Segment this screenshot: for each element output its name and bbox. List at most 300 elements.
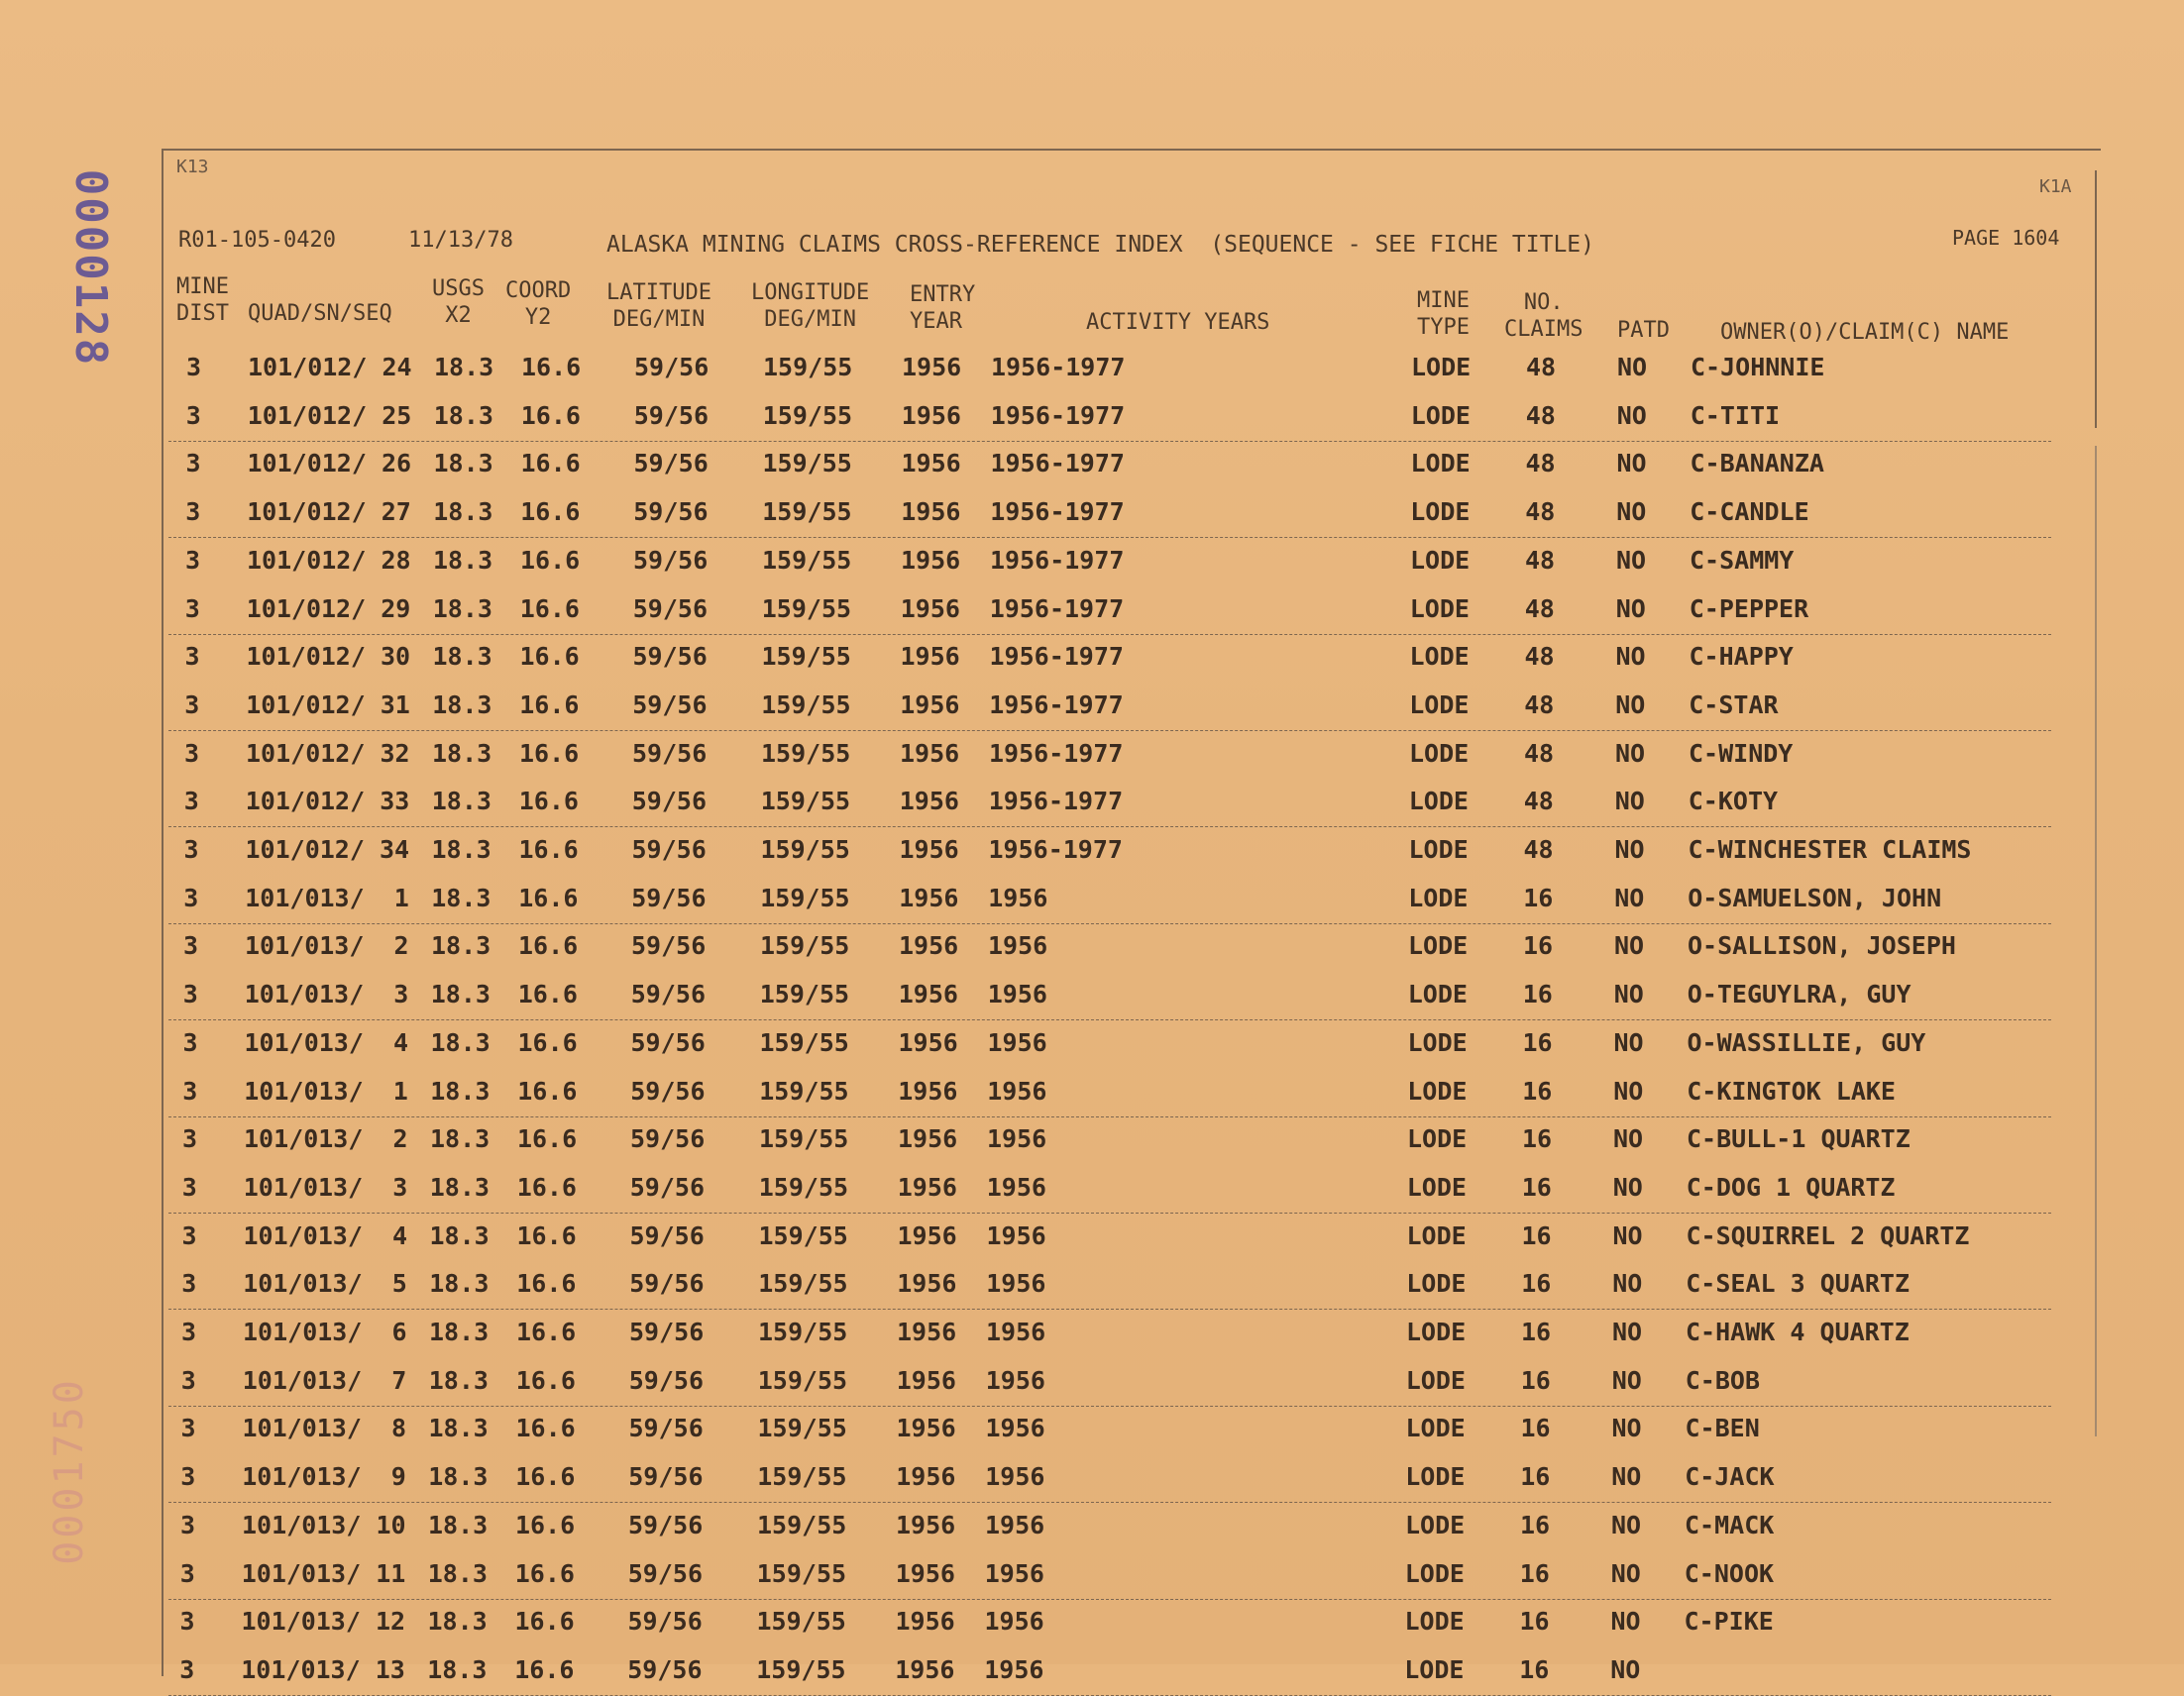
row-mine-type: LODE <box>1407 980 1468 1009</box>
table-row <box>168 1358 2051 1407</box>
row-activity-years: 1956-1977 <box>990 400 1126 430</box>
row-usgs-x2: 18.3 <box>427 1558 488 1588</box>
row-owner-claim-name: C-NOOK <box>1684 1558 1775 1588</box>
row-activity-years: 1956-1977 <box>989 738 1124 768</box>
row-coord-y2: 16.6 <box>515 1462 576 1492</box>
faded-stamp-text: 0001750 <box>47 1377 93 1565</box>
row-quad: 101/013/ 2 <box>245 931 409 961</box>
row-latitude: 59/56 <box>631 787 708 816</box>
row-coord-y2: 16.6 <box>519 689 580 719</box>
row-latitude: 59/56 <box>631 931 707 961</box>
row-activity-years: 1956-1977 <box>991 353 1126 381</box>
table-row <box>168 731 2051 779</box>
row-mine-dist: 3 <box>180 1510 196 1539</box>
table-row <box>168 923 2051 971</box>
row-latitude: 59/56 <box>634 353 710 381</box>
row-activity-years: 1956 <box>987 1124 1047 1154</box>
row-mine-type: LODE <box>1408 787 1469 816</box>
row-latitude: 59/56 <box>628 1414 704 1443</box>
row-coord-y2: 16.6 <box>517 1027 578 1057</box>
row-latitude: 59/56 <box>632 642 708 672</box>
row-mine-dist: 3 <box>179 1607 195 1637</box>
row-longitude: 159/55 <box>758 1172 849 1202</box>
row-owner-claim-name: C-KOTY <box>1688 787 1779 816</box>
row-owner-claim-name: C-BANANZA <box>1690 449 1824 478</box>
row-patd: NO <box>1611 1365 1642 1395</box>
row-coord-y2: 16.6 <box>516 1269 577 1299</box>
row-no-claims: 16 <box>1520 1365 1551 1395</box>
row-entry-year: 1956 <box>897 1318 957 1346</box>
row-longitude: 159/55 <box>757 1365 848 1395</box>
row-latitude: 59/56 <box>630 1027 706 1057</box>
row-no-claims: 16 <box>1521 1220 1552 1250</box>
row-mine-type: LODE <box>1405 1414 1466 1443</box>
row-patd: NO <box>1616 497 1647 527</box>
row-latitude: 59/56 <box>627 1654 703 1684</box>
row-patd: NO <box>1611 1510 1642 1539</box>
row-mine-dist: 3 <box>180 1414 196 1443</box>
row-usgs-x2: 18.3 <box>427 1607 488 1637</box>
row-owner-claim-name: O-TEGUYLRA, GUY <box>1687 980 1911 1009</box>
row-quad: 101/012/ 26 <box>247 449 412 478</box>
row-mine-type: LODE <box>1406 1172 1467 1202</box>
row-coord-y2: 16.6 <box>514 1558 575 1588</box>
row-coord-y2: 16.6 <box>514 1654 575 1684</box>
row-mine-type: LODE <box>1410 497 1471 527</box>
row-usgs-x2: 18.3 <box>431 787 491 816</box>
row-entry-year: 1956 <box>896 1414 956 1443</box>
row-mine-type: LODE <box>1408 835 1469 864</box>
table-row <box>168 1069 2051 1117</box>
row-longitude: 159/55 <box>762 497 852 527</box>
row-owner-claim-name: C-JACK <box>1685 1462 1775 1492</box>
row-mine-dist: 3 <box>183 787 199 816</box>
row-owner-claim-name: C-SQUIRREL 2 QUARTZ <box>1686 1220 1970 1250</box>
row-entry-year: 1956 <box>897 1269 957 1299</box>
row-patd: NO <box>1613 1124 1644 1154</box>
row-coord-y2: 16.6 <box>520 497 581 527</box>
row-activity-years: 1956-1977 <box>989 642 1124 672</box>
row-quad: 101/013/ 3 <box>244 980 409 1009</box>
row-mine-type: LODE <box>1410 400 1471 430</box>
page-number: PAGE 1604 <box>1952 226 2060 250</box>
blue-stamp-text: 0000128 <box>65 168 117 367</box>
row-usgs-x2: 18.3 <box>431 835 491 864</box>
row-latitude: 59/56 <box>630 1124 706 1154</box>
row-entry-year: 1956 <box>896 1365 956 1395</box>
row-activity-years: 1956-1977 <box>990 545 1125 575</box>
row-no-claims: 16 <box>1519 1607 1550 1637</box>
row-mine-type: LODE <box>1405 1365 1466 1395</box>
table-row <box>168 393 2051 442</box>
row-no-claims: 16 <box>1522 1027 1553 1057</box>
row-no-claims: 48 <box>1524 689 1555 719</box>
row-owner-claim-name: C-CANDLE <box>1690 497 1809 527</box>
row-no-claims: 16 <box>1523 883 1554 912</box>
row-entry-year: 1956 <box>897 1220 957 1250</box>
row-no-claims: 16 <box>1520 1414 1551 1443</box>
row-activity-years: 1956-1977 <box>988 835 1123 864</box>
row-mine-type: LODE <box>1406 1318 1467 1346</box>
row-patd: NO <box>1610 1654 1641 1684</box>
row-activity-years: 1956 <box>988 931 1048 961</box>
row-latitude: 59/56 <box>628 1510 704 1539</box>
col-activity-years: ACTIVITY YEARS <box>1086 310 1270 335</box>
row-coord-y2: 16.6 <box>517 1124 578 1154</box>
row-no-claims: 16 <box>1522 1124 1553 1154</box>
row-coord-y2: 16.6 <box>519 738 580 768</box>
row-quad: 101/012/ 24 <box>248 353 412 381</box>
row-mine-dist: 3 <box>184 738 200 768</box>
row-no-claims: 16 <box>1520 1510 1551 1539</box>
row-owner-claim-name: C-WINDY <box>1689 738 1794 768</box>
row-mine-dist: 3 <box>186 353 202 381</box>
row-quad: 101/012/ 25 <box>247 400 412 430</box>
row-longitude: 159/55 <box>761 738 851 768</box>
row-quad: 101/012/ 32 <box>246 738 410 768</box>
row-usgs-x2: 18.3 <box>430 1124 491 1154</box>
row-no-claims: 16 <box>1520 1462 1551 1492</box>
row-owner-claim-name: C-JOHNNIE <box>1691 353 1825 381</box>
row-usgs-x2: 18.3 <box>431 883 491 912</box>
row-coord-y2: 16.6 <box>517 1076 578 1106</box>
report-id: R01-105-0420 <box>178 228 336 253</box>
row-usgs-x2: 18.3 <box>433 449 493 478</box>
table-row <box>168 345 2051 392</box>
row-quad: 101/012/ 28 <box>247 545 411 575</box>
row-patd: NO <box>1614 931 1645 961</box>
row-owner-claim-name: C-MACK <box>1685 1510 1775 1539</box>
row-activity-years: 1956 <box>985 1414 1045 1443</box>
row-quad: 101/013/ 4 <box>244 1027 409 1057</box>
row-mine-dist: 3 <box>182 1076 198 1106</box>
row-mine-dist: 3 <box>180 1365 196 1395</box>
row-longitude: 159/55 <box>757 1462 847 1492</box>
row-mine-type: LODE <box>1409 642 1470 672</box>
row-activity-years: 1956 <box>988 883 1048 912</box>
row-entry-year: 1956 <box>898 1027 958 1057</box>
row-longitude: 159/55 <box>759 980 850 1009</box>
row-owner-claim-name: C-HAWK 4 QUARTZ <box>1686 1318 1910 1346</box>
row-mine-type: LODE <box>1405 1510 1466 1539</box>
row-entry-year: 1956 <box>899 787 959 816</box>
corner-label-left: K13 <box>176 157 209 177</box>
row-mine-dist: 3 <box>183 883 199 912</box>
row-latitude: 59/56 <box>630 1076 706 1106</box>
row-longitude: 159/55 <box>758 1220 848 1250</box>
faded-stamp-number <box>40 1357 99 1585</box>
row-entry-year: 1956 <box>895 1607 955 1637</box>
row-patd: NO <box>1614 787 1645 816</box>
row-quad: 101/013/ 8 <box>242 1414 407 1443</box>
row-quad: 101/013/ 5 <box>243 1269 407 1299</box>
row-activity-years: 1956 <box>986 1269 1046 1299</box>
row-activity-years: 1956 <box>986 1172 1046 1202</box>
row-mine-type: LODE <box>1404 1558 1465 1588</box>
row-quad: 101/012/ 33 <box>245 787 410 816</box>
row-activity-years: 1956 <box>987 1027 1047 1057</box>
row-usgs-x2: 18.3 <box>430 1076 491 1106</box>
table-row <box>168 972 2051 1020</box>
row-longitude: 159/55 <box>762 400 853 430</box>
table-row <box>168 683 2051 731</box>
row-quad: 101/013/ 1 <box>245 883 409 912</box>
row-coord-y2: 16.6 <box>520 545 581 575</box>
row-mine-dist: 3 <box>185 545 201 575</box>
row-coord-y2: 16.6 <box>519 642 580 672</box>
row-no-claims: 48 <box>1525 497 1556 527</box>
table-row <box>168 538 2051 585</box>
row-mine-type: LODE <box>1405 1462 1466 1492</box>
row-usgs-x2: 18.3 <box>428 1510 489 1539</box>
row-activity-years: 1956-1977 <box>989 689 1124 719</box>
row-owner-claim-name: C-PEPPER <box>1689 593 1809 623</box>
row-quad: 101/013/ 3 <box>243 1172 408 1202</box>
row-longitude: 159/55 <box>757 1510 847 1539</box>
row-latitude: 59/56 <box>629 1269 705 1299</box>
row-no-claims: 48 <box>1526 353 1557 381</box>
row-longitude: 159/55 <box>761 593 852 623</box>
row-mine-dist: 3 <box>181 1269 197 1299</box>
row-mine-type: LODE <box>1408 883 1469 912</box>
table-row <box>168 1116 2051 1164</box>
row-owner-claim-name: C-SEAL 3 QUARTZ <box>1686 1269 1911 1299</box>
table-row <box>168 1551 2051 1600</box>
row-no-claims: 16 <box>1519 1654 1550 1684</box>
row-patd: NO <box>1612 1172 1643 1202</box>
row-usgs-x2: 18.3 <box>433 400 493 430</box>
row-mine-dist: 3 <box>181 1220 197 1250</box>
row-quad: 101/013/ 7 <box>242 1365 407 1395</box>
row-entry-year: 1956 <box>898 980 958 1009</box>
report-title: ALASKA MINING CLAIMS CROSS-REFERENCE INDEX (SEQUENCE - SEE FICHE TITLE) <box>606 232 1594 258</box>
row-quad: 101/012/ 34 <box>245 835 410 864</box>
row-mine-dist: 3 <box>182 1027 198 1057</box>
row-patd: NO <box>1611 1462 1642 1492</box>
row-patd: NO <box>1616 545 1647 575</box>
row-usgs-x2: 18.3 <box>433 545 493 575</box>
row-entry-year: 1956 <box>900 689 960 719</box>
row-owner-claim-name: C-DOG 1 QUARTZ <box>1686 1172 1896 1202</box>
table-row <box>168 1454 2051 1503</box>
row-usgs-x2: 18.3 <box>428 1414 489 1443</box>
table-row <box>168 1020 2051 1068</box>
row-coord-y2: 16.6 <box>518 931 579 961</box>
col-no-claims: NO. CLAIMS <box>1504 290 1583 342</box>
row-longitude: 159/55 <box>756 1558 847 1588</box>
row-longitude: 159/55 <box>762 545 852 575</box>
row-mine-dist: 3 <box>185 449 201 478</box>
row-activity-years: 1956 <box>986 1318 1046 1346</box>
row-usgs-x2: 18.3 <box>432 738 492 768</box>
row-mine-dist: 3 <box>184 593 200 623</box>
row-quad: 101/012/ 30 <box>246 642 411 672</box>
table-row <box>168 441 2051 488</box>
row-patd: NO <box>1611 1414 1642 1443</box>
table-row <box>168 586 2051 635</box>
row-no-claims: 16 <box>1523 931 1554 961</box>
row-quad: 101/013/ 12 <box>241 1607 406 1637</box>
row-entry-year: 1956 <box>899 931 959 961</box>
row-longitude: 159/55 <box>756 1654 846 1684</box>
col-mine-type: MINE TYPE <box>1417 288 1470 340</box>
row-usgs-x2: 18.3 <box>432 642 492 672</box>
row-owner-claim-name: C-HAPPY <box>1689 642 1794 672</box>
table-row <box>168 779 2051 827</box>
row-activity-years: 1956 <box>984 1558 1044 1588</box>
row-mine-type: LODE <box>1406 1269 1467 1299</box>
row-latitude: 59/56 <box>631 883 707 912</box>
row-latitude: 59/56 <box>633 545 709 575</box>
row-latitude: 59/56 <box>633 449 709 478</box>
row-coord-y2: 16.6 <box>521 353 582 381</box>
row-mine-type: LODE <box>1408 931 1469 961</box>
row-patd: NO <box>1615 642 1646 672</box>
row-longitude: 159/55 <box>761 689 851 719</box>
row-usgs-x2: 18.3 <box>429 1172 490 1202</box>
row-usgs-x2: 18.3 <box>429 1269 490 1299</box>
table-row <box>168 1261 2051 1310</box>
table-row <box>168 489 2051 538</box>
row-activity-years: 1956 <box>985 1365 1045 1395</box>
row-mine-dist: 3 <box>183 931 199 961</box>
row-owner-claim-name: C-PIKE <box>1684 1607 1774 1637</box>
table-row <box>168 1310 2051 1357</box>
row-patd: NO <box>1613 980 1644 1009</box>
col-entry-year: ENTRY YEAR <box>910 282 976 334</box>
row-mine-dist: 3 <box>185 497 201 527</box>
row-quad: 101/013/ 6 <box>243 1318 407 1346</box>
row-entry-year: 1956 <box>901 449 961 478</box>
row-patd: NO <box>1615 689 1646 719</box>
row-longitude: 159/55 <box>756 1607 846 1637</box>
row-longitude: 159/55 <box>760 835 850 864</box>
row-coord-y2: 16.6 <box>516 1172 577 1202</box>
row-usgs-x2: 18.3 <box>432 593 492 623</box>
row-patd: NO <box>1615 738 1646 768</box>
col-coord-y2: COORD Y2 <box>505 278 572 330</box>
row-patd: NO <box>1612 1318 1643 1346</box>
row-longitude: 159/55 <box>760 931 850 961</box>
row-latitude: 59/56 <box>632 593 709 623</box>
row-longitude: 159/55 <box>758 1269 848 1299</box>
row-coord-y2: 16.6 <box>515 1510 576 1539</box>
row-patd: NO <box>1610 1607 1641 1637</box>
row-usgs-x2: 18.3 <box>434 353 494 381</box>
row-latitude: 59/56 <box>628 1462 704 1492</box>
row-coord-y2: 16.6 <box>520 449 581 478</box>
table-row <box>168 1406 2051 1453</box>
row-patd: NO <box>1610 1558 1641 1588</box>
row-mine-type: LODE <box>1409 738 1470 768</box>
row-entry-year: 1956 <box>900 642 960 672</box>
row-mine-dist: 3 <box>180 1462 196 1492</box>
row-activity-years: 1956 <box>984 1654 1044 1684</box>
row-mine-dist: 3 <box>182 1124 198 1154</box>
form-frame-right-lower <box>2095 446 2097 1436</box>
row-usgs-x2: 18.3 <box>431 931 491 961</box>
row-activity-years: 1956 <box>986 1220 1046 1250</box>
row-no-claims: 48 <box>1523 787 1554 816</box>
row-owner-claim-name: C-BULL-1 QUARTZ <box>1687 1124 1911 1154</box>
row-latitude: 59/56 <box>633 497 709 527</box>
row-mine-type: LODE <box>1410 449 1471 478</box>
row-entry-year: 1956 <box>897 1172 957 1202</box>
corner-label-right: K1A <box>2039 176 2072 197</box>
row-longitude: 159/55 <box>760 883 850 912</box>
row-entry-year: 1956 <box>902 353 962 381</box>
row-no-claims: 16 <box>1519 1558 1550 1588</box>
row-mine-type: LODE <box>1404 1607 1465 1637</box>
row-usgs-x2: 18.3 <box>428 1462 489 1492</box>
row-latitude: 59/56 <box>627 1607 703 1637</box>
row-no-claims: 16 <box>1521 1318 1552 1346</box>
row-latitude: 59/56 <box>629 1172 706 1202</box>
row-usgs-x2: 18.3 <box>430 1027 491 1057</box>
row-owner-claim-name: C-KINGTOK LAKE <box>1687 1076 1896 1106</box>
row-owner-claim-name: C-STAR <box>1689 689 1779 719</box>
row-no-claims: 48 <box>1524 642 1555 672</box>
row-quad: 101/012/ 29 <box>246 593 411 623</box>
row-entry-year: 1956 <box>900 593 960 623</box>
row-no-claims: 16 <box>1521 1269 1552 1299</box>
row-no-claims: 48 <box>1525 545 1556 575</box>
row-coord-y2: 16.6 <box>514 1607 575 1637</box>
row-coord-y2: 16.6 <box>516 1318 577 1346</box>
row-quad: 101/012/ 27 <box>247 497 411 527</box>
row-latitude: 59/56 <box>631 835 707 864</box>
row-mine-dist: 3 <box>179 1558 195 1588</box>
row-longitude: 159/55 <box>758 1318 848 1346</box>
row-activity-years: 1956 <box>985 1462 1045 1492</box>
row-quad: 101/013/ 10 <box>242 1510 406 1539</box>
row-mine-dist: 3 <box>182 980 198 1009</box>
row-owner-claim-name: C-BOB <box>1685 1365 1761 1395</box>
row-latitude: 59/56 <box>632 738 708 768</box>
row-entry-year: 1956 <box>901 400 961 430</box>
row-entry-year: 1956 <box>901 497 961 527</box>
row-coord-y2: 16.6 <box>520 400 581 430</box>
col-patd: PATD <box>1617 318 1670 343</box>
row-latitude: 59/56 <box>633 400 710 430</box>
row-no-claims: 48 <box>1524 738 1555 768</box>
row-latitude: 59/56 <box>627 1558 704 1588</box>
row-usgs-x2: 18.3 <box>428 1365 489 1395</box>
row-mine-dist: 3 <box>184 642 200 672</box>
row-longitude: 159/55 <box>760 787 851 816</box>
row-latitude: 59/56 <box>629 1318 705 1346</box>
row-no-claims: 48 <box>1525 449 1556 478</box>
row-entry-year: 1956 <box>895 1654 955 1684</box>
row-mine-dist: 3 <box>185 400 201 430</box>
row-entry-year: 1956 <box>898 1076 958 1106</box>
row-longitude: 159/55 <box>759 1124 849 1154</box>
row-mine-type: LODE <box>1409 593 1470 623</box>
row-longitude: 159/55 <box>762 449 852 478</box>
row-quad: 101/013/ 13 <box>241 1654 405 1684</box>
row-mine-type: LODE <box>1404 1654 1465 1684</box>
row-mine-type: LODE <box>1409 689 1470 719</box>
row-mine-type: LODE <box>1411 353 1472 381</box>
row-longitude: 159/55 <box>759 1076 849 1106</box>
row-coord-y2: 16.6 <box>515 1365 576 1395</box>
row-mine-type: LODE <box>1407 1124 1468 1154</box>
row-mine-dist: 3 <box>181 1318 197 1346</box>
row-coord-y2: 16.6 <box>518 883 579 912</box>
row-coord-y2: 16.6 <box>517 980 578 1009</box>
row-patd: NO <box>1617 353 1648 381</box>
table-row <box>168 827 2051 875</box>
